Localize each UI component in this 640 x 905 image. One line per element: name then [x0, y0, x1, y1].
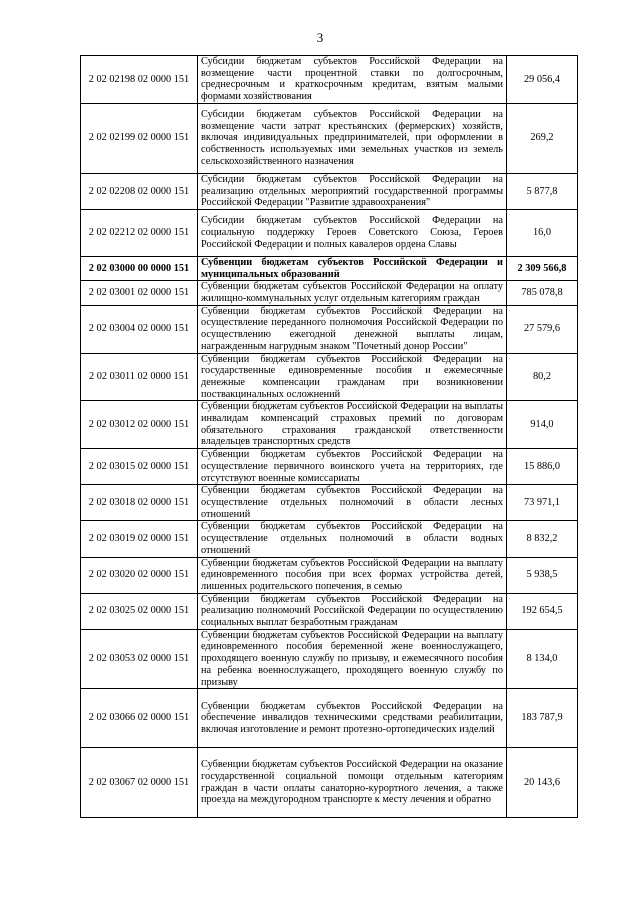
description-cell: Субвенции бюджетам субъектов Российской Федерации на выплату единовременного пособия при всех формах устройства детей, лишенных родительского попечения, в семью — [198, 557, 507, 593]
budget-code-cell: 2 02 02208 02 0000 151 — [81, 173, 198, 209]
amount-cell: 80,2 — [507, 353, 578, 401]
description-cell: Субвенции бюджетам субъектов Российской Федерации на обеспечение инвалидов техническими средствами реабилитации, включая изготовление и ремонт протезно-ортопедических изделий — [198, 689, 507, 748]
table-row — [81, 593, 578, 629]
table-row — [81, 56, 578, 104]
amount-cell: 2 309 566,8 — [507, 256, 578, 280]
budget-code-cell: 2 02 03019 02 0000 151 — [81, 521, 198, 557]
description-cell: Субсидии бюджетам субъектов Российской Федерации на социальную поддержку Героев Советского Союза, Героев Российской Федерации и полных кавалеров ордена Славы — [198, 209, 507, 256]
budget-code-cell: 2 02 03004 02 0000 151 — [81, 305, 198, 353]
table-row — [81, 449, 578, 485]
table-row — [81, 256, 578, 280]
description-cell: Субвенции бюджетам субъектов Российской Федерации и муниципальных образований — [198, 256, 507, 280]
budget-code-cell: 2 02 03020 02 0000 151 — [81, 557, 198, 593]
budget-code-cell: 2 02 03001 02 0000 151 — [81, 281, 198, 305]
table-row — [81, 401, 578, 449]
table-row — [81, 281, 578, 305]
budget-code-cell: 2 02 02212 02 0000 151 — [81, 209, 198, 256]
description-cell: Субсидии бюджетам субъектов Российской Федерации на возмещение части затрат крестьянских (фермерских) хозяйств, включая индивидуальных предпринимателей, при оформлении в собственность используемых ими земельных участков из земель сельскохозяйственного назначения — [198, 103, 507, 173]
description-cell: Субвенции бюджетам субъектов Российской Федерации на осуществление отдельных полномочий в области водных отношений — [198, 521, 507, 557]
table-row — [81, 103, 578, 173]
amount-cell: 192 654,5 — [507, 593, 578, 629]
amount-cell: 73 971,1 — [507, 485, 578, 521]
amount-cell: 15 886,0 — [507, 449, 578, 485]
budget-code-cell: 2 02 03012 02 0000 151 — [81, 401, 198, 449]
budget-code-cell: 2 02 03000 00 0000 151 — [81, 256, 198, 280]
description-cell: Субвенции бюджетам субъектов Российской Федерации на осуществление переданного полномочия Российской Федерации по осуществлению ежегодной денежной выплаты лицам, награжденным нагрудным знаком "Почетный донор России" — [198, 305, 507, 353]
amount-cell: 5 938,5 — [507, 557, 578, 593]
amount-cell: 914,0 — [507, 401, 578, 449]
description-cell: Субвенции бюджетам субъектов Российской Федерации на выплату единовременного пособия беременной жене военнослужащего, проходящего военную службу по призыву, и ежемесячного пособия на ребенка военнослужащего, проходящего военную службу по призыву — [198, 629, 507, 689]
description-cell: Субсидии бюджетам субъектов Российской Федерации на реализацию отдельных мероприятий государственной программы Российской Федерации "Развитие здравоохранения" — [198, 173, 507, 209]
budget-code-cell: 2 02 03011 02 0000 151 — [81, 353, 198, 401]
table-row — [81, 521, 578, 557]
amount-cell: 8 832,2 — [507, 521, 578, 557]
amount-cell: 16,0 — [507, 209, 578, 256]
budget-code-cell: 2 02 03018 02 0000 151 — [81, 485, 198, 521]
amount-cell: 5 877,8 — [507, 173, 578, 209]
description-cell: Субвенции бюджетам субъектов Российской Федерации на осуществление отдельных полномочий в области лесных отношений — [198, 485, 507, 521]
budget-code-cell: 2 02 03015 02 0000 151 — [81, 449, 198, 485]
budget-code-cell: 2 02 03025 02 0000 151 — [81, 593, 198, 629]
amount-cell: 20 143,6 — [507, 748, 578, 818]
budget-code-cell: 2 02 03067 02 0000 151 — [81, 748, 198, 818]
table-row — [81, 557, 578, 593]
budget-code-cell: 2 02 03053 02 0000 151 — [81, 629, 198, 689]
table-row — [81, 629, 578, 689]
budget-code-cell: 2 02 02199 02 0000 151 — [81, 103, 198, 173]
amount-cell: 785 078,8 — [507, 281, 578, 305]
amount-cell: 27 579,6 — [507, 305, 578, 353]
description-cell: Субсидии бюджетам субъектов Российской Федерации на возмещение части процентной ставки по долгосрочным, среднесрочным и краткосрочным кредитам, взятым малыми формами хозяйствования — [198, 56, 507, 104]
table-row — [81, 689, 578, 748]
budget-code-cell: 2 02 02198 02 0000 151 — [81, 56, 198, 104]
description-cell: Субвенции бюджетам субъектов Российской Федерации на выплаты инвалидам компенсаций страховых премий по договорам обязательного страхования гражданской ответственности владельцев транспортных средств — [198, 401, 507, 449]
description-cell: Субвенции бюджетам субъектов Российской Федерации на осуществление первичного воинского учета на территориях, где отсутствуют военные комиссариаты — [198, 449, 507, 485]
table-row — [81, 173, 578, 209]
table-body — [81, 56, 578, 818]
description-cell: Субвенции бюджетам субъектов Российской Федерации на реализацию полномочий Российской Федерации по осуществлению социальных выплат безработным гражданам — [198, 593, 507, 629]
table-row — [81, 209, 578, 256]
table-row — [81, 748, 578, 818]
table-row — [81, 485, 578, 521]
page-number: 3 — [316, 30, 324, 45]
budget-code-cell: 2 02 03066 02 0000 151 — [81, 689, 198, 748]
amount-cell: 183 787,9 — [507, 689, 578, 748]
amount-cell: 269,2 — [507, 103, 578, 173]
description-cell: Субвенции бюджетам субъектов Российской Федерации на государственные единовременные пособия и ежемесячные денежные компенсации гражданам при возникновении поствакцинальных осложнений — [198, 353, 507, 401]
amount-cell: 8 134,0 — [507, 629, 578, 689]
description-cell: Субвенции бюджетам субъектов Российской Федерации на оказание государственной социальной помощи отдельным категориям граждан в части оплаты санаторно-курортного лечения, а также проезда на междугородном транспорте к месту лечения и обратно — [198, 748, 507, 818]
revenue-table — [80, 55, 578, 818]
table-row — [81, 305, 578, 353]
table-row — [81, 353, 578, 401]
description-cell: Субвенции бюджетам субъектов Российской Федерации на оплату жилищно-коммунальных услуг отдельным категориям граждан — [198, 281, 507, 305]
amount-cell: 29 056,4 — [507, 56, 578, 104]
